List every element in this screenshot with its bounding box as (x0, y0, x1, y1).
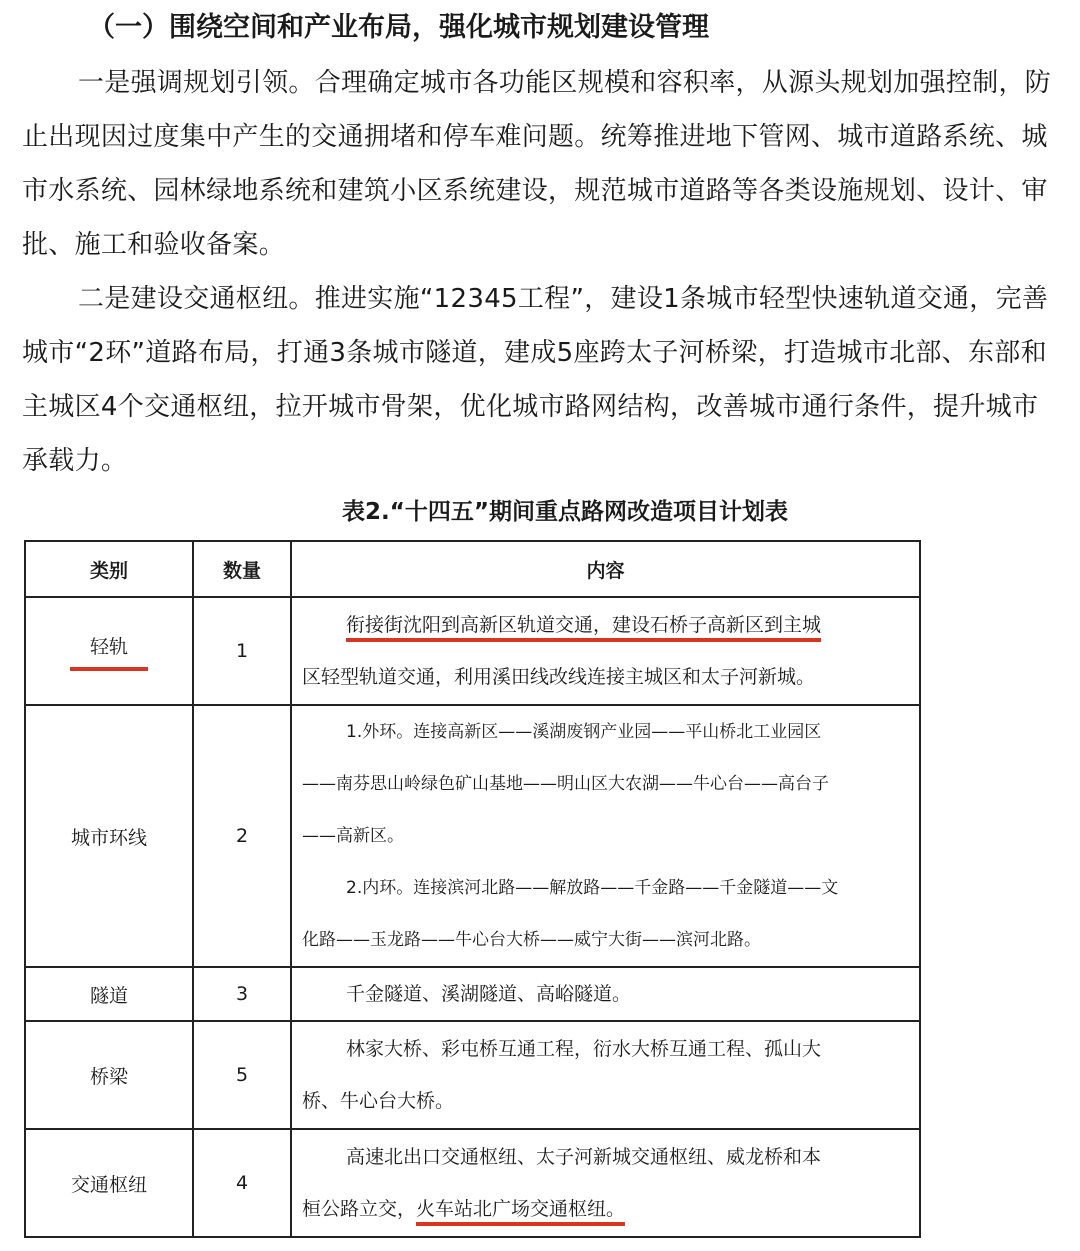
header-count: 数量 (193, 541, 291, 597)
row-count: 3 (193, 967, 291, 1021)
content-line: 桥、牛心台大桥。 (302, 1090, 455, 1112)
row-count: 2 (193, 705, 291, 967)
table-header-row (25, 541, 920, 597)
header-category: 类别 (25, 541, 193, 597)
content-text: 桓公路立交， (302, 1198, 417, 1220)
underlined-text: 建设石桥子高新区到主城 (612, 614, 821, 642)
row-content (291, 597, 920, 705)
content-line (302, 599, 909, 651)
content-line: 高速北出口交通枢纽、太子河新城交通枢纽、威龙桥和本 (346, 1146, 822, 1168)
table-row (25, 967, 920, 1021)
content-line: 林家大桥、彩屯桥互通工程，衍水大桥互通工程、孤山大 (346, 1038, 822, 1060)
section-heading: （一）围绕空间和产业布局，强化城市规划建设管理 (88, 12, 709, 43)
table-row (25, 705, 920, 967)
table-row (25, 1021, 920, 1129)
road-network-plan-table (24, 540, 921, 1238)
row-count: 1 (193, 597, 291, 705)
row-content (291, 967, 920, 1021)
header-content: 内容 (291, 541, 920, 597)
content-line: 区轻型轨道交通，利用溪田线改线连接主城区和太子河新城。 (302, 666, 816, 688)
category-light-rail: 轻轨 (70, 632, 148, 671)
underlined-text: 衔接街沈阳到高新区轨道交通， (346, 614, 612, 642)
row-category: 交通枢纽 (25, 1129, 193, 1237)
content-line: ——南芬思山岭绿色矿山基地——明山区大农湖——牛心台——高台子 (302, 774, 829, 794)
row-category: 城市环线 (25, 705, 193, 967)
content-line (302, 1183, 909, 1235)
row-category: 隧道 (25, 967, 193, 1021)
content-line: ——高新区。 (302, 826, 404, 846)
row-count: 5 (193, 1021, 291, 1129)
row-content (291, 1021, 920, 1129)
row-category: 桥梁 (25, 1021, 193, 1129)
content-line: 化路——玉龙路——牛心台大桥——威宁大街——滨河北路。 (302, 930, 761, 950)
table-caption: 表2.“十四五”期间重点路网改造项目计划表 (342, 499, 788, 525)
paragraph-planning: 一是强调规划引领。合理确定城市各功能区规模和容积率，从源头规划加强控制，防止出现因过度集中产生的交通拥堵和停车难问题。统筹推进地下管网、城市道路系统、城市水系统、园林绿地系统和建筑小区系统建设，规范城市道路等各类设施规划、设计、审批、施工和验收备案。 (22, 68, 1052, 260)
row-category (25, 597, 193, 705)
paragraph-transport-hub: 二是建设交通枢纽。推进实施“12345工程”，建设1条城市轻型快速轨道交通，完善城市“2环”道路布局，打通3条城市隧道，建成5座跨太子河桥梁，打造城市北部、东部和主城区4个交通枢纽，拉开城市骨架，优化城市路网结构，改善城市通行条件，提升城市承载力。 (22, 284, 1049, 476)
row-content (291, 705, 920, 967)
content-line: 2.内环。连接滨河北路——解放路——千金路——千金隧道——文 (346, 878, 839, 898)
row-content (291, 1129, 920, 1237)
table-row (25, 597, 920, 705)
content-line: 1.外环。连接高新区——溪湖废钢产业园——平山桥北工业园区 (346, 722, 822, 742)
table-row (25, 1129, 920, 1237)
row-count: 4 (193, 1129, 291, 1237)
content-line: 千金隧道、溪湖隧道、高峪隧道。 (346, 983, 632, 1005)
underlined-text: 火车站北广场交通枢纽。 (416, 1198, 625, 1226)
